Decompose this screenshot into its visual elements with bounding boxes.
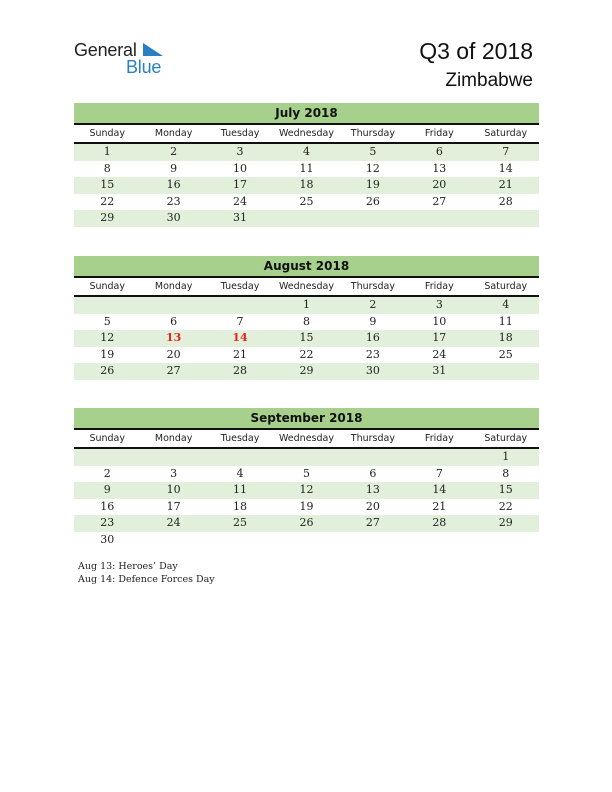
weekday-label: Wednesday [278, 281, 334, 292]
date-cell: 26 [100, 364, 115, 377]
week-row [74, 347, 539, 364]
date-cell [406, 532, 472, 549]
date-cell [140, 297, 206, 314]
logo-text-general: General [74, 40, 137, 60]
weekday-label: Tuesday [220, 433, 260, 444]
date-cell: 15 [100, 178, 115, 191]
date-cell: 7 [236, 314, 244, 328]
month-title: August 2018 [74, 256, 539, 278]
date-cell: 24 [233, 194, 248, 208]
date-cell: 13 [432, 161, 447, 175]
date-cell: 17 [233, 178, 248, 191]
week-row [74, 499, 539, 516]
date-cell: 28 [432, 516, 447, 529]
date-cell: 30 [365, 364, 380, 377]
date-cell [207, 297, 273, 314]
date-cell: 19 [365, 178, 380, 191]
holiday-notes [78, 560, 215, 586]
date-cell: 6 [435, 145, 443, 158]
date-cell: 9 [170, 161, 178, 175]
week-row [74, 449, 539, 466]
month-title: July 2018 [74, 103, 539, 125]
date-cell [140, 532, 206, 549]
holiday-note: Aug 14: Defence Forces Day [78, 574, 215, 585]
weekday-label: Thursday [350, 281, 395, 292]
date-cell: 18 [233, 499, 248, 513]
date-cell: 21 [233, 347, 248, 361]
date-cell: 3 [435, 298, 443, 311]
weekday-label: Sunday [89, 433, 125, 444]
weekday-label: Monday [154, 128, 193, 139]
month-calendar [74, 256, 539, 380]
week-row [74, 210, 539, 227]
date-cell: 14 [432, 483, 447, 496]
date-cell [273, 210, 339, 227]
date-cell: 2 [369, 298, 377, 311]
date-cell: 6 [170, 314, 178, 328]
weekday-label: Friday [424, 128, 454, 139]
date-cell [340, 532, 406, 549]
week-row [74, 330, 539, 347]
month-calendar [74, 103, 539, 227]
week-row [74, 532, 539, 549]
weekday-label: Tuesday [220, 281, 260, 292]
date-cell: 12 [299, 483, 314, 496]
date-cell: 26 [299, 516, 314, 529]
date-cell: 12 [365, 161, 380, 175]
weekday-label: Saturday [484, 433, 528, 444]
weekday-label: Monday [154, 433, 193, 444]
date-cell [207, 449, 273, 466]
date-cell: 20 [166, 347, 181, 361]
week-row [74, 297, 539, 314]
date-cell: 9 [103, 483, 111, 496]
logo-text-blue: Blue [126, 57, 162, 77]
date-cell: 31 [432, 364, 447, 377]
date-cell [473, 363, 539, 380]
date-cell: 27 [432, 194, 447, 208]
weekday-label: Thursday [350, 128, 395, 139]
date-cell: 29 [100, 211, 115, 224]
date-cell: 7 [435, 466, 443, 480]
weekday-label: Monday [154, 281, 193, 292]
week-row [74, 482, 539, 499]
date-cell: 23 [365, 347, 380, 361]
date-cell [473, 210, 539, 227]
date-cell: 15 [299, 331, 314, 344]
date-cell: 7 [502, 145, 510, 158]
date-cell: 6 [369, 466, 377, 480]
holiday-note: Aug 13: Heroes’ Day [78, 561, 178, 572]
week-row [74, 363, 539, 380]
date-cell: 29 [299, 364, 314, 377]
date-cell [140, 449, 206, 466]
date-cell: 2 [103, 466, 111, 480]
date-cell: 5 [369, 145, 377, 158]
page-title: Q3 of 2018 [419, 38, 533, 64]
date-cell [273, 532, 339, 549]
date-cell: 5 [103, 314, 111, 328]
date-cell: 23 [166, 194, 181, 208]
date-cell: 22 [498, 499, 513, 513]
date-cell [74, 449, 140, 466]
date-cell [406, 449, 472, 466]
date-cell: 30 [166, 211, 181, 224]
weekday-label: Tuesday [220, 128, 260, 139]
date-cell: 8 [502, 466, 510, 480]
date-cell [340, 210, 406, 227]
date-cell: 23 [100, 516, 115, 529]
date-cell: 16 [100, 499, 115, 513]
date-cell: 25 [233, 516, 248, 529]
date-cell: 31 [233, 211, 248, 224]
date-cell: 25 [299, 194, 314, 208]
date-cell: 21 [432, 499, 447, 513]
logo-triangle-icon [143, 43, 163, 56]
holiday-date-cell: 14 [232, 331, 248, 344]
date-cell: 17 [432, 331, 447, 344]
date-cell [273, 449, 339, 466]
date-cell: 29 [498, 516, 513, 529]
date-cell: 17 [166, 499, 181, 513]
date-cell: 8 [103, 161, 111, 175]
date-cell: 24 [432, 347, 447, 361]
date-cell: 16 [365, 331, 380, 344]
date-cell [340, 449, 406, 466]
date-cell: 25 [498, 347, 513, 361]
date-cell: 10 [233, 161, 248, 175]
holiday-date-cell: 13 [165, 331, 182, 344]
date-cell: 1 [502, 450, 510, 463]
date-cell: 20 [432, 178, 447, 191]
week-row [74, 194, 539, 211]
date-cell: 28 [498, 194, 513, 208]
weekday-label: Friday [424, 433, 454, 444]
date-cell: 4 [236, 466, 244, 480]
month-title: September 2018 [74, 408, 539, 430]
date-cell [207, 532, 273, 549]
date-cell: 21 [498, 178, 513, 191]
month-calendar [74, 408, 539, 548]
weekday-label: Sunday [89, 281, 125, 292]
date-cell: 10 [166, 483, 181, 496]
date-cell: 12 [100, 331, 115, 344]
date-cell: 30 [100, 532, 115, 546]
weekday-label: Wednesday [278, 433, 334, 444]
week-row [74, 314, 539, 331]
date-cell: 5 [302, 466, 310, 480]
week-row [74, 466, 539, 483]
date-cell: 20 [365, 499, 380, 513]
date-cell: 28 [233, 364, 248, 377]
date-cell [74, 297, 140, 314]
date-cell: 19 [100, 347, 115, 361]
week-row [74, 161, 539, 178]
date-cell: 27 [365, 516, 380, 529]
country-name: Zimbabwe [445, 70, 533, 91]
date-cell: 11 [233, 483, 248, 496]
generalblue-logo [74, 40, 174, 80]
date-cell: 15 [498, 483, 513, 496]
date-cell [473, 532, 539, 549]
date-cell: 4 [302, 145, 310, 158]
weekday-header-row [74, 430, 539, 449]
date-cell: 19 [299, 499, 314, 513]
date-cell: 11 [299, 161, 314, 175]
week-row [74, 144, 539, 161]
weekday-label: Friday [424, 281, 454, 292]
date-cell: 27 [166, 364, 181, 377]
date-cell: 1 [302, 298, 310, 311]
date-cell: 26 [365, 194, 380, 208]
weekday-header-row [74, 278, 539, 297]
date-cell: 22 [299, 347, 314, 361]
date-cell: 18 [299, 178, 314, 191]
week-row [74, 177, 539, 194]
date-cell: 2 [170, 145, 178, 158]
date-cell: 10 [432, 314, 447, 328]
date-cell: 24 [166, 516, 181, 529]
date-cell: 22 [100, 194, 115, 208]
date-cell: 1 [103, 145, 111, 158]
date-cell: 4 [502, 298, 510, 311]
date-cell: 16 [166, 178, 181, 191]
date-cell: 14 [498, 161, 513, 175]
date-cell: 8 [302, 314, 310, 328]
date-cell: 9 [369, 314, 377, 328]
date-cell [406, 210, 472, 227]
weekday-label: Saturday [484, 128, 528, 139]
date-cell: 13 [365, 483, 380, 496]
weekday-header-row [74, 125, 539, 144]
date-cell: 3 [170, 466, 178, 480]
weekday-label: Wednesday [278, 128, 334, 139]
week-row [74, 515, 539, 532]
weekday-label: Thursday [350, 433, 395, 444]
date-cell: 18 [498, 331, 513, 344]
date-cell: 11 [498, 314, 513, 328]
weekday-label: Sunday [89, 128, 125, 139]
weekday-label: Saturday [484, 281, 528, 292]
date-cell: 3 [236, 145, 244, 158]
